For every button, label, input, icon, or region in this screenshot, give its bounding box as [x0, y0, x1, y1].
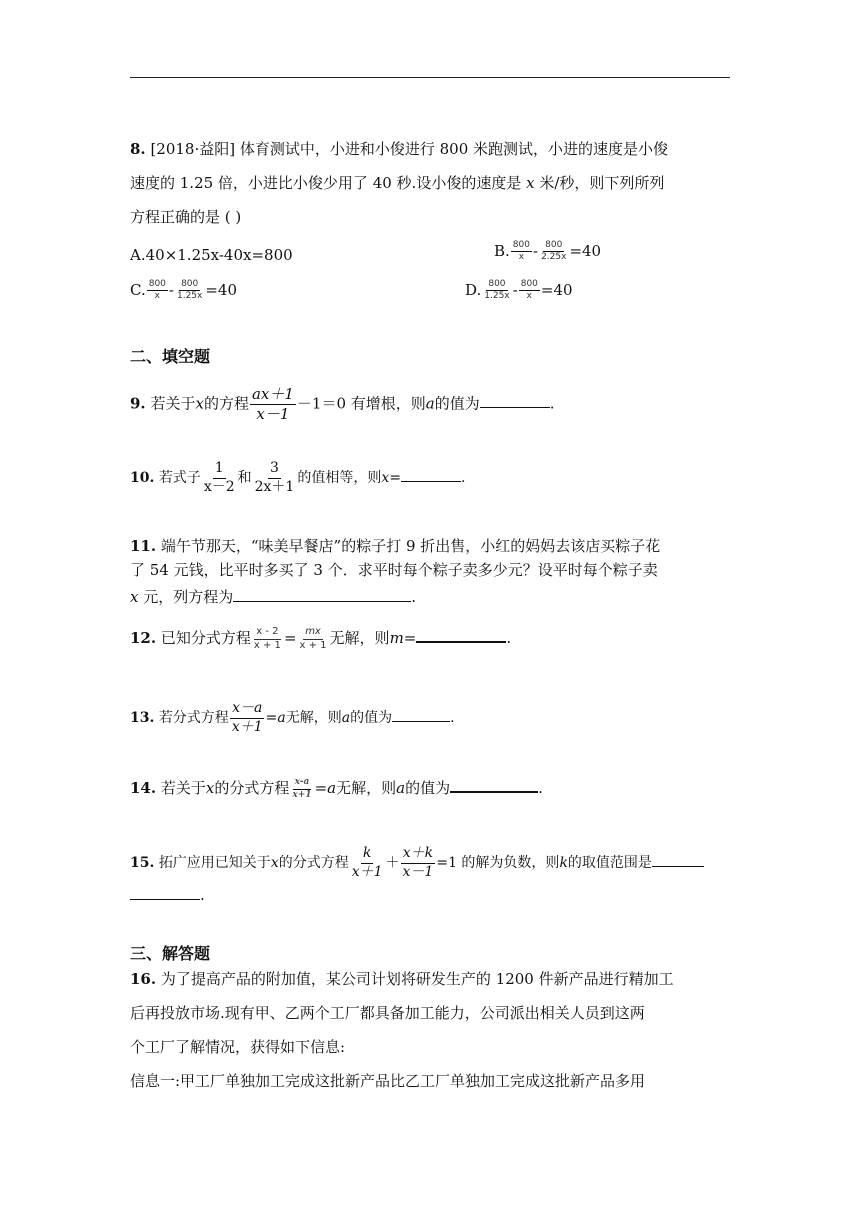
q9	[130, 385, 555, 424]
q14	[130, 777, 543, 801]
var: x	[205, 779, 215, 797]
text: .	[411, 588, 417, 606]
text: 的值相等，则	[297, 470, 382, 486]
minus-sign: -	[168, 280, 174, 299]
text: =	[283, 629, 297, 647]
denominator: x－1	[256, 404, 290, 423]
var: x	[270, 855, 279, 871]
text: =	[314, 779, 328, 797]
q11-line2: 了 54 元钱，比平时多买了 3 个．求平时每个粽子卖多少元？设平时每个粽子卖	[130, 561, 658, 579]
numerator: x - 2	[254, 626, 280, 640]
numerator: k	[361, 845, 373, 864]
numerator: x－a	[230, 700, 264, 719]
denominator: x+1	[292, 789, 312, 800]
q8-number: 8.	[130, 140, 146, 158]
minus-sign: -	[532, 241, 539, 260]
denominator: x＋1	[231, 718, 263, 735]
text: 无解，则	[285, 710, 342, 726]
text: 若关于	[150, 394, 196, 413]
numerator: ax＋1	[251, 385, 294, 403]
var: a	[425, 394, 435, 413]
text: 的值为	[405, 779, 451, 797]
numerator: 800	[179, 279, 200, 291]
denominator: x + 1	[299, 639, 327, 651]
q10	[130, 460, 465, 496]
q13-number: 13.	[130, 710, 155, 726]
q16-line2: 后再投放市场.现有甲、乙两个工厂都具备加工能力，公司派出相关人员到这两	[130, 1004, 645, 1022]
text: =	[403, 629, 417, 647]
denominator: x＋1	[351, 863, 383, 880]
text: 无解，则	[329, 629, 390, 647]
numerator: 800	[519, 279, 540, 291]
q8-option-b	[494, 240, 601, 264]
var: m	[389, 629, 404, 647]
q8-line1	[130, 142, 668, 157]
q11-number: 11.	[130, 537, 157, 555]
text: .	[549, 394, 555, 413]
q8-text-1: [2018·益阳] 体育测试中，小进和小俊进行 800 米跑测试，小进的速度是小俊	[150, 140, 669, 158]
text: =	[265, 710, 278, 726]
q9-answer-blank[interactable]	[480, 393, 550, 408]
text: 的方程	[203, 394, 249, 413]
q14-fraction	[290, 777, 313, 801]
text: 的值为	[434, 394, 480, 413]
q12-fraction-1	[252, 626, 283, 652]
text: 若式子	[158, 470, 201, 486]
rhs: =40	[205, 280, 238, 299]
fraction	[511, 240, 532, 264]
text: 若分式方程	[158, 710, 229, 726]
numerator: 800	[511, 240, 532, 252]
fraction	[519, 279, 540, 303]
header-rule	[130, 77, 730, 78]
numerator: 3	[268, 460, 281, 479]
q8-option-a: A.40×1.25x-40x=800	[130, 246, 293, 264]
q11-line3	[130, 587, 416, 605]
option-label: B.	[494, 241, 510, 260]
q12	[130, 626, 511, 652]
text: 元，列方程为	[143, 588, 234, 606]
text: .	[460, 470, 466, 486]
text: .	[200, 886, 205, 904]
numerator: x-a	[293, 777, 312, 789]
text: 端午节那天，“味美早餐店”的粽子打 9 折出售，小红的妈妈去该店买粽子花	[160, 537, 661, 555]
q11-line1	[130, 539, 660, 554]
text: .	[506, 629, 512, 647]
rhs: =40	[540, 280, 573, 299]
denominator: x－1	[402, 863, 434, 880]
rhs: =40	[569, 241, 602, 260]
denominator: 2.25x	[541, 252, 567, 263]
text: 的分式方程	[278, 855, 349, 871]
text: 拓广应用已知关于	[158, 855, 271, 871]
var: a	[327, 779, 337, 797]
q16-number: 16.	[130, 970, 157, 988]
text: －1＝0 有增根，则	[296, 394, 426, 413]
q10-fraction-1	[202, 460, 237, 496]
numerator: x＋k	[401, 845, 435, 864]
denominator: 1.25x	[176, 291, 203, 302]
text: 的分式方程	[214, 779, 290, 797]
q13-fraction	[230, 700, 265, 736]
fraction	[482, 279, 511, 303]
q15	[130, 845, 704, 881]
option-label: D.	[465, 280, 482, 299]
text: =	[389, 470, 401, 486]
q15-answer-blank-1[interactable]	[652, 852, 704, 867]
q14-answer-blank[interactable]	[450, 777, 538, 793]
q15-answer-blank-2[interactable]	[130, 885, 200, 900]
var: a	[277, 710, 286, 726]
q15-number: 15.	[130, 855, 155, 871]
numerator: 800	[486, 279, 507, 291]
q8-text-2: 速度的 1.25 倍，小进比小俊少用了 40 秒.设小俊的速度是	[130, 174, 522, 192]
q9-number: 9.	[130, 394, 146, 413]
text: 的取值范围是	[567, 855, 652, 871]
q12-number: 12.	[130, 629, 157, 647]
denominator: x－2	[203, 478, 235, 495]
q8-text-2b: 米/秒，则下列所列	[539, 174, 665, 192]
text: .	[538, 779, 543, 797]
q15-line2	[130, 885, 205, 903]
text: 的值为	[350, 710, 393, 726]
var: a	[341, 710, 351, 726]
q10-answer-blank[interactable]	[401, 467, 461, 482]
denominator: x	[154, 291, 160, 302]
q8-line2	[130, 176, 664, 191]
denominator: 1.25x	[484, 291, 510, 302]
minus-sign: -	[512, 280, 518, 299]
q10-number: 10.	[130, 470, 155, 486]
q13-answer-blank[interactable]	[392, 707, 450, 722]
fraction	[147, 279, 168, 303]
q12-fraction-2	[298, 626, 329, 652]
q16-line1	[130, 972, 674, 987]
var: x	[130, 588, 139, 606]
denominator: x + 1	[253, 639, 281, 651]
q15-fraction-2	[401, 845, 436, 881]
var: x	[381, 470, 390, 486]
q12-answer-blank[interactable]	[416, 627, 506, 643]
q16-line4: 信息一:甲工厂单独加工完成这批新产品比乙工厂单独加工完成这批新产品多用	[130, 1072, 646, 1090]
text: 为了提高产品的附加值，某公司计划将研发生产的 1200 件新产品进行精加工	[160, 970, 674, 988]
text: 已知分式方程	[160, 629, 251, 647]
q10-fraction-2	[253, 460, 297, 496]
text: ＋	[385, 855, 400, 871]
text: 若关于	[160, 779, 206, 797]
q8-option-c	[130, 279, 237, 303]
fraction	[539, 240, 568, 264]
text: 和	[237, 470, 252, 486]
q8-line3: 方程正确的是 ( )	[130, 208, 242, 226]
numerator: 800	[543, 240, 564, 252]
section-title-fill-in: 二、填空题	[130, 347, 211, 366]
q8-var-x: x	[526, 174, 535, 192]
var: a	[396, 779, 406, 797]
denominator: x	[518, 252, 525, 263]
numerator: 1	[213, 460, 226, 479]
option-label: C.	[130, 280, 146, 299]
denominator: x	[526, 291, 532, 302]
fraction	[175, 279, 204, 303]
numerator: mx	[303, 626, 323, 640]
denominator: 2x＋1	[254, 478, 295, 495]
numerator: 800	[147, 279, 168, 291]
q15-fraction-1	[350, 845, 385, 881]
text: .	[450, 710, 455, 726]
section-title-solve: 三、解答题	[130, 944, 211, 963]
var: k	[559, 855, 568, 871]
var: x	[195, 394, 204, 413]
text: =1 的解为负数，则	[436, 855, 560, 871]
q11-answer-blank[interactable]	[233, 587, 411, 602]
q13	[130, 700, 455, 736]
q9-fraction	[250, 385, 296, 424]
q14-number: 14.	[130, 779, 157, 797]
text: 无解，则	[336, 779, 397, 797]
q16-line3: 个工厂了解情况，获得如下信息:	[130, 1038, 346, 1056]
q8-option-d	[465, 279, 573, 303]
